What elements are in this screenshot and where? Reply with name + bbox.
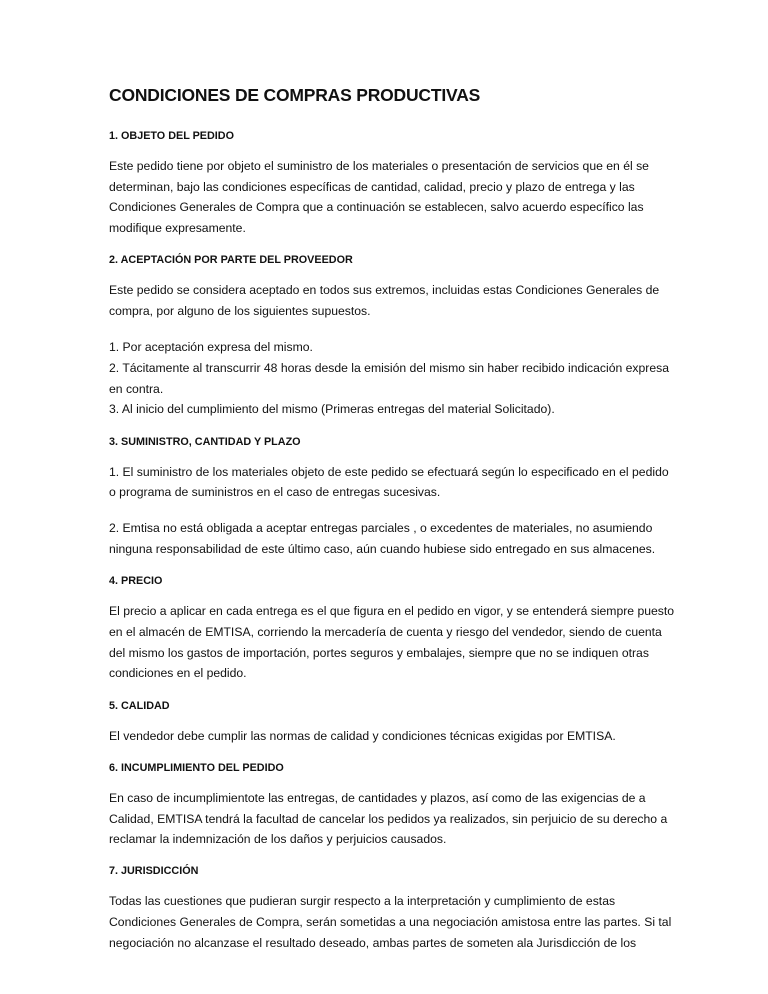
paragraph-line: Condiciones Generales de Compra que a continuación se establecen, salvo acuerdo específico las xyxy=(109,200,644,215)
paragraph-line: Condiciones Generales de Compra, serán sometidas a una negociación amistosa entre las partes. Si tal xyxy=(109,915,672,930)
paragraph-line: determinan, bajo las condiciones específicas de cantidad, calidad, precio y plazo de entrega y las xyxy=(109,179,635,194)
paragraph-line: Todas las cuestiones que pudieran surgir respecto a la interpretación y cumplimiento de estas xyxy=(109,894,616,909)
paragraph xyxy=(109,518,655,559)
paragraph-line: En caso de incumplimientote las entregas, de cantidades y plazos, así como de las exigencias de a xyxy=(109,790,646,805)
paragraph-line: 1. El suministro de los materiales objeto de este pedido se efectuará según lo especificado en el pedido xyxy=(109,464,669,479)
paragraph xyxy=(109,601,674,684)
paragraph xyxy=(109,891,671,953)
paragraph xyxy=(109,156,649,239)
section-heading: 4. PRECIO xyxy=(109,575,163,588)
section-heading: 2. ACEPTACIÓN POR PARTE DEL PROVEEDOR xyxy=(109,254,353,267)
paragraph-line: condiciones en el pedido. xyxy=(109,666,247,681)
paragraph-line: modifique expresamente. xyxy=(109,221,246,236)
paragraph-line: ninguna responsabilidad de este último caso, aún cuando hubiese sido entregado en sus almacenes. xyxy=(109,542,656,557)
paragraph xyxy=(109,280,659,321)
paragraph xyxy=(109,462,669,503)
paragraph-line: 2. Tácitamente al transcurrir 48 horas desde la emisión del mismo sin haber recibido indicación expresa xyxy=(109,360,669,375)
paragraph-line: reclamar la indemnización de los daños y perjuicios causados. xyxy=(109,832,447,847)
section-heading: 1. OBJETO DEL PEDIDO xyxy=(109,130,234,142)
section-heading: 3. SUMINISTRO, CANTIDAD Y PLAZO xyxy=(109,435,301,448)
paragraph-line: Este pedido tiene por objeto el suministro de los materiales o presentación de servicios que en él se xyxy=(109,159,649,173)
paragraph-line: negociación no alcanzase el resultado deseado, ambas partes de someten ala Jurisdicción de los xyxy=(109,935,637,950)
paragraph-line: 1. Por aceptación expresa del mismo. xyxy=(109,340,313,355)
paragraph-line: El precio a aplicar en cada entrega es el que figura en el pedido en vigor, y se entenderá siempre puesto xyxy=(109,604,675,619)
paragraph-line: Calidad, EMTISA tendrá la facultad de cancelar los pedidos ya realizados, sin perjuicio de su derecho a xyxy=(109,811,668,826)
paragraph-line: en el almacén de EMTISA, corriendo la mercadería de cuenta y riesgo del vendedor, siendo de cuenta xyxy=(109,625,662,639)
paragraph-line: del mismo los gastos de importación, portes seguros y embalajes, siempre que no se indiquen otras xyxy=(109,645,649,660)
paragraph xyxy=(109,726,616,747)
paragraph-line: o programa de suministros en el caso de entregas sucesivas. xyxy=(109,485,441,500)
paragraph-line: en contra. xyxy=(109,381,164,396)
paragraph-line: 3. Al inicio del cumplimiento del mismo (Primeras entregas del material Solicitado). xyxy=(109,402,555,417)
paragraph-line: compra, por alguno de los siguientes supuestos. xyxy=(109,304,371,318)
paragraph-line: El vendedor debe cumplir las normas de calidad y condiciones técnicas exigidas por EMTISA. xyxy=(109,728,616,743)
section-heading: 5. CALIDAD xyxy=(109,699,170,712)
paragraph-line: Este pedido se considera aceptado en todos sus extremos, incluidas estas Condiciones Generales de xyxy=(109,283,660,298)
document-title: CONDICIONES DE COMPRAS PRODUCTIVAS xyxy=(109,85,481,105)
section-heading: 7. JURISDICCIÓN xyxy=(109,865,199,878)
paragraph-line: 2. Emtisa no está obligada a aceptar entregas parciales , o excedentes de materiales, no asumiendo xyxy=(109,521,653,536)
paragraph xyxy=(109,337,669,420)
paragraph xyxy=(109,788,667,850)
section-heading: 6. INCUMPLIMIENTO DEL PEDIDO xyxy=(109,761,284,774)
